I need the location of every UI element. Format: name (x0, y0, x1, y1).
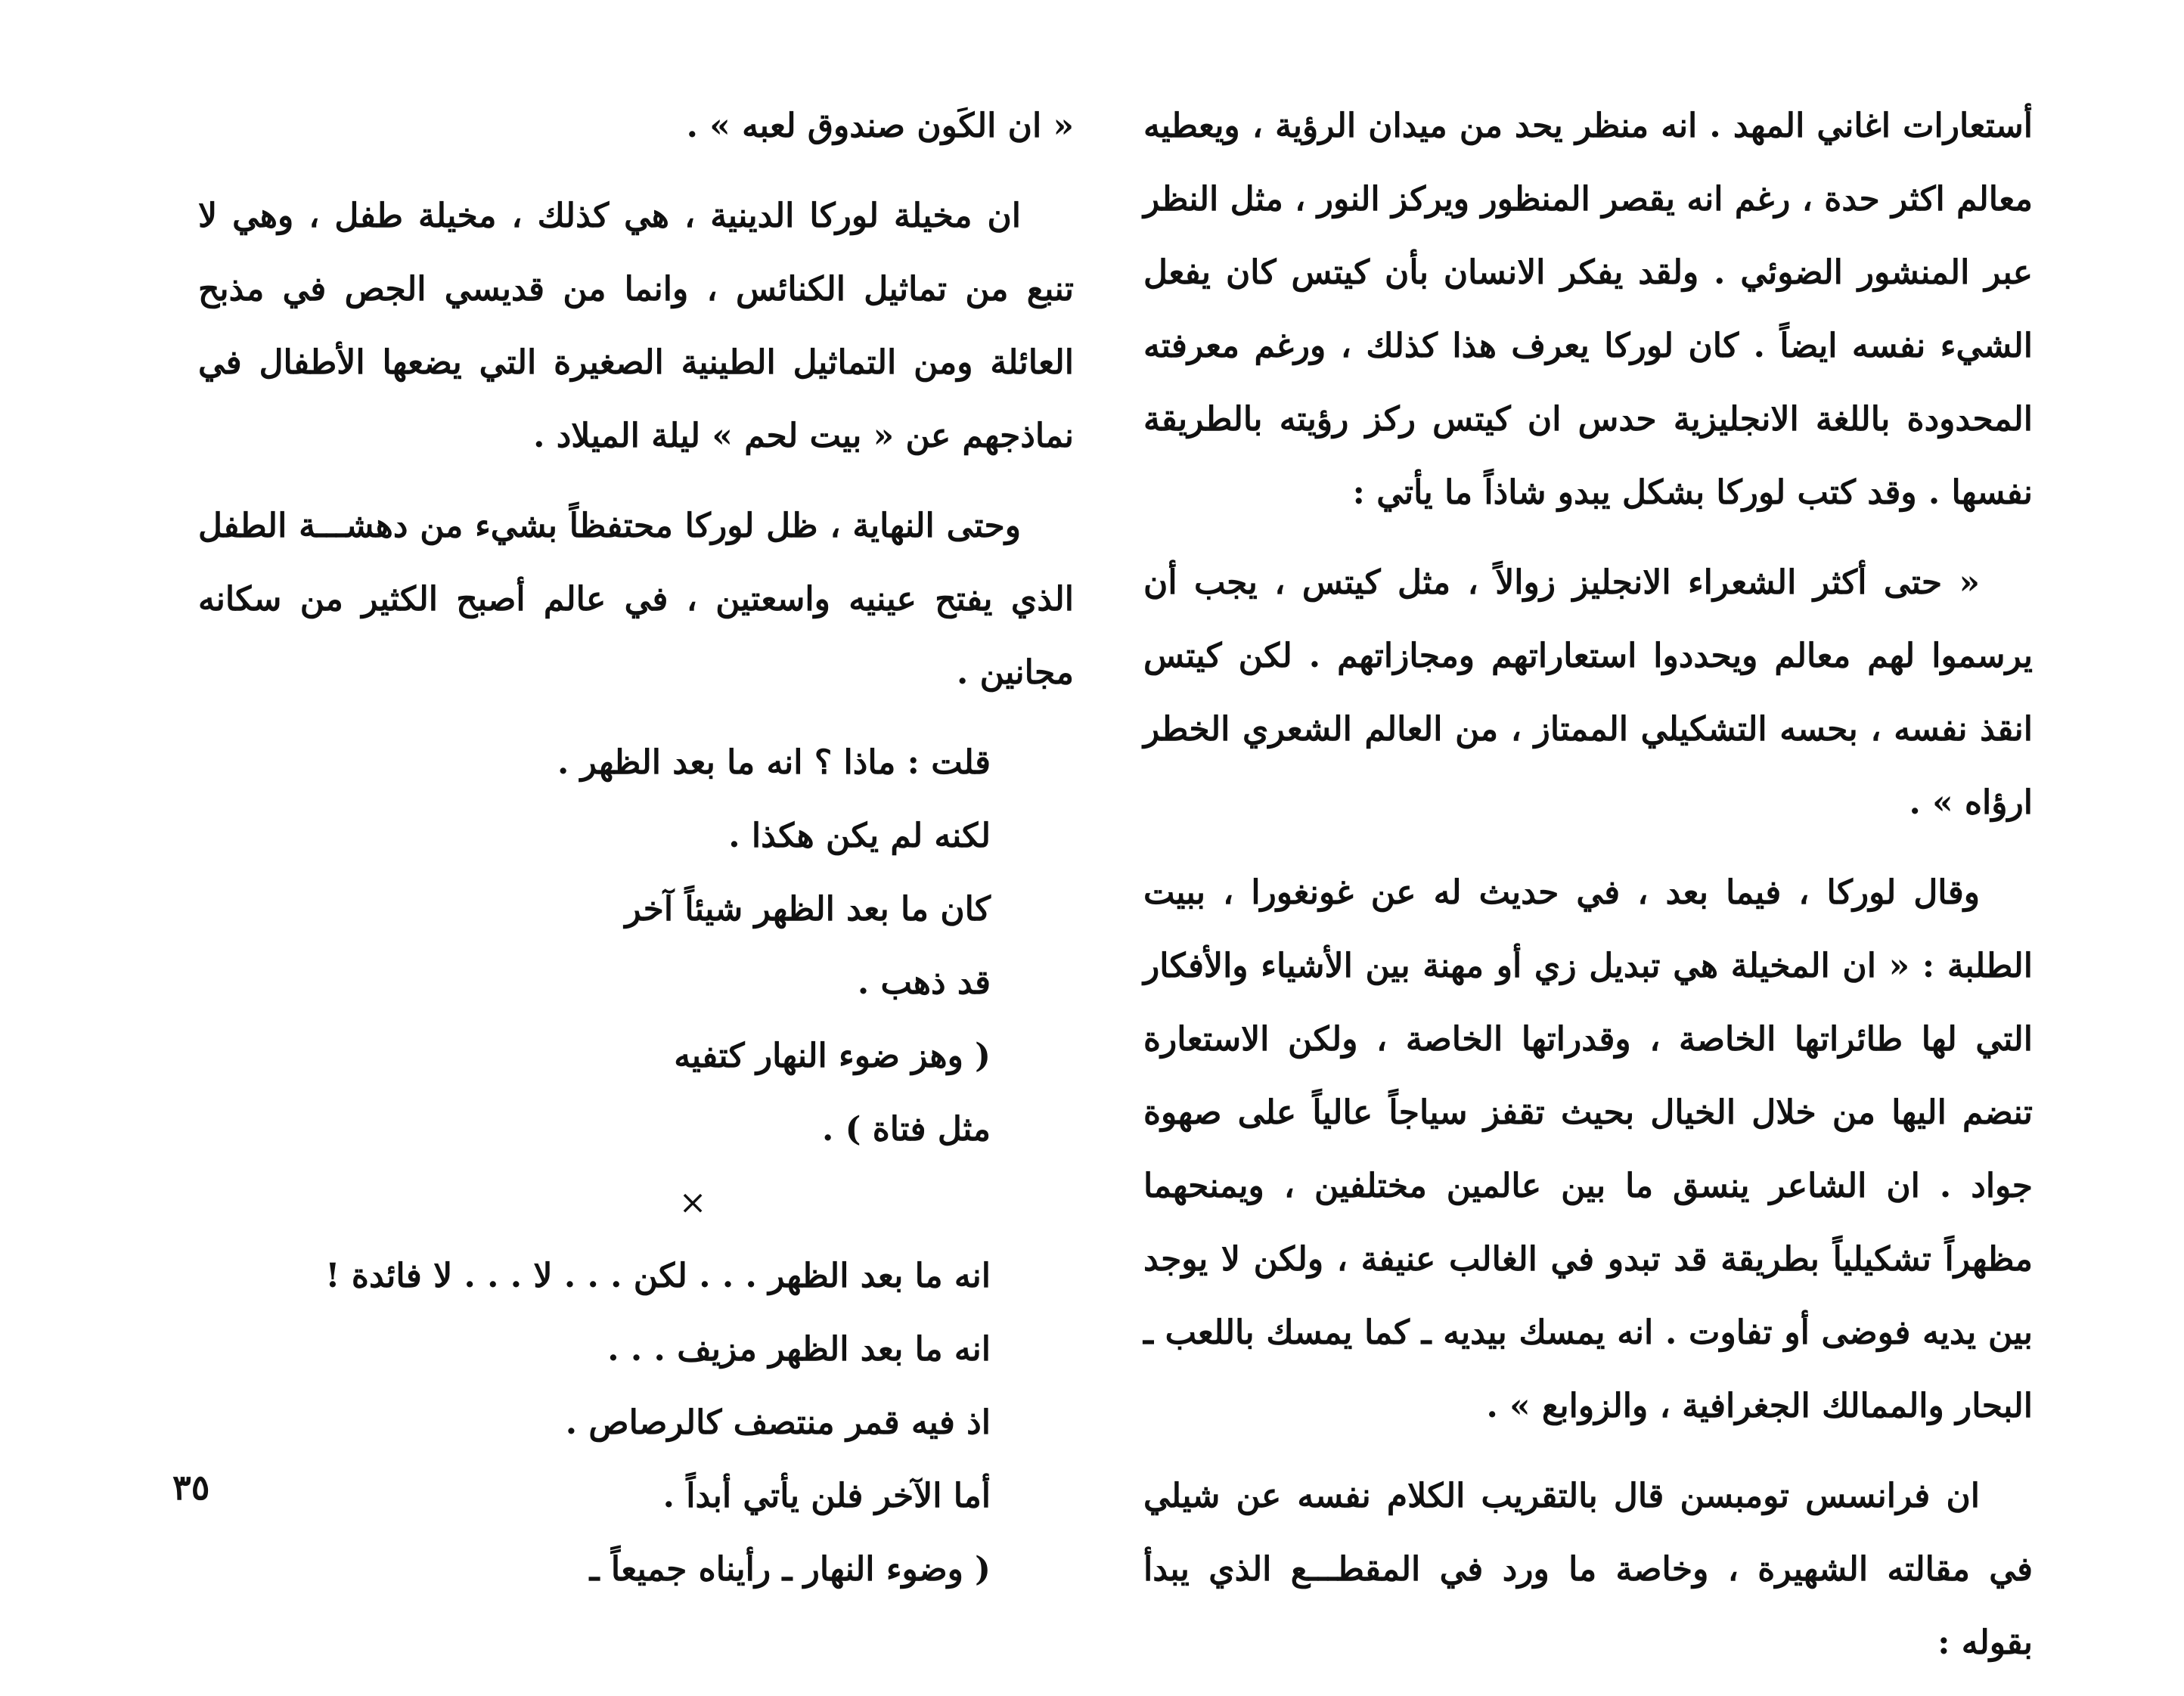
opening-quote: « ان الكَون صندوق لعبه » . (686, 107, 1074, 145)
left-paragraph-1: ان مخيلة لوركا الدينية ، هي كذلك ، مخيلة طفل ، وهي لا تنبع من تماثيل الكنائس ، وانما من قديسي الجص في مذبح العائلة ومن التماثيل الطينية الصغيرة التي يضعها الأطفال في نماذجهم عن « بيت لحم » ليلة الميلاد . (198, 197, 1074, 455)
poem-line: مثل فتاة ) . (821, 1110, 991, 1149)
poem-line: انه ما بعد الظهر مزيف . . . (607, 1330, 991, 1369)
poem-line: ( وهز ضوء النهار كتفيه (674, 1037, 991, 1075)
page-number: ٣٥ (172, 1467, 210, 1508)
poem-line: كان ما بعد الظهر شيئاً آخر (625, 890, 991, 929)
right-paragraph-1: أستعارات اغاني المهد . انه منظر يحد من ميدان الرؤية ، ويعطيه معالم اكثر حدة ، رغم انه يقصر المنظور ويركز النور ، مثل النظر عبر المنشور الضوئي . ولقد يفكر الانسان بأن كيتس كان يفعل الشيء نفسه ايضاً . كان لوركا يعرف هذا كذلك ، ورغم معرفته المحدودة باللغة الانجليزية حدس ان كيتس ركز رؤيته بالطريقة نفسها . وقد كتب لوركا بشكل يبدو شاذاً ما يأتي : (1143, 107, 2033, 512)
poem-line: أما الآخر فلن يأتي أبداً . (662, 1477, 991, 1515)
poem-line: قد ذهب . (857, 963, 991, 1002)
right-paragraph-2: « حتى أكثر الشعراء الانجليز زوالاً ، مثل كيتس ، يجب أن يرسموا لهم معالم ويحددوا استعاراتهم ومجازاتهم . لكن كيتس انقذ نفسه ، بحسه التشكيلي الممتاز ، من العالم الشعري الخطر ارؤاه » . (1143, 563, 2034, 822)
left-paragraph-2: وحتى النهاية ، ظل لوركا محتفظاً بشيء من دهشـــة الطفل الذي يفتح عينيه واسعتين ، في عالم أصبح الكثير من سكانه مجانين . (198, 507, 1074, 692)
right-page (1143, 89, 2033, 1696)
poem-line: اذ فيه قمر منتصف كالرصاص . (565, 1403, 991, 1442)
right-paragraph-3: وقال لوركا ، فيما بعد ، في حديث له عن غونغورا ، ببيت الطلبة : « ان المخيلة هي تبديل زي أو مهنة بين الأشياء والأفكار التي لها طائراتها الخاصة ، وقدراتها الخاصة ، ولكن الاستعارة تنضم اليها من خلال الخيال بحيث تقفز سياجاً عالياً على صهوة جواد . ان الشاعر ينسق ما بين عالمين مختلفين ، ويمنحهما مظهراً تشكيلياً بطريقة قد تبدو في الغالب عنيفة ، ولكن لا يوجد بين يديه فوضى أو تفاوت . انه يمسك بيديه ـ كما يمسك باللعب ـ البحار والممالك الجغرافية ، والزوابع » . (1143, 873, 2033, 1425)
poem-line: ( وضوء النهار ـ رأيناه جميعاً ـ (589, 1550, 991, 1589)
section-separator: × (678, 1183, 707, 1222)
poem-line: قلت : ماذا ؟ انه ما بعد الظهر . (557, 743, 991, 782)
poem-line: انه ما بعد الظهر . . . لكن . . . لا . . . لا فائدة ! (325, 1257, 991, 1295)
left-page (198, 89, 1074, 1606)
right-paragraph-4: ان فرانسس تومبسن قال بالتقريب الكلام نفسه عن شيلي في مقالته الشهيرة ، وخاصة ما ورد في المقطـــع الذي يبدأ بقوله : (1143, 1477, 2033, 1662)
poem-block (198, 726, 1074, 1606)
poem-line: لكنه لم يكن هكذا . (728, 817, 991, 855)
